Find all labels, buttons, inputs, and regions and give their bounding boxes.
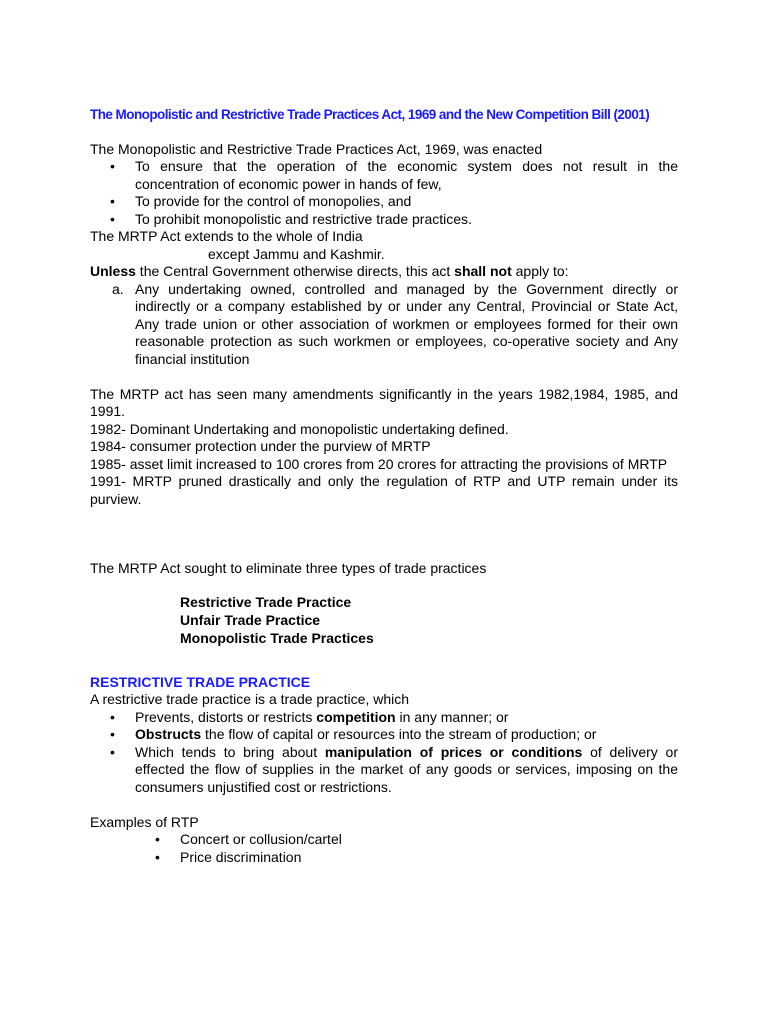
unless-text: the Central Government otherwise directs, this act [135, 263, 455, 279]
list-item: • Concert or collusion/cartel [180, 831, 678, 849]
type-item: Restrictive Trade Practice [180, 593, 352, 610]
rtp-text: of delivery or effected the flow of supplies in the market of any goods or services, imposing on the consumers unjustified cost or restrictions. [135, 743, 678, 795]
list-item [135, 709, 678, 727]
types-list [90, 593, 678, 647]
types-intro: The MRTP Act sought to eliminate three types of trade practices [90, 560, 487, 576]
exemption-text: Any undertaking owned, controlled and managed by the Government directly or indirectly or a company established by or under any Central, Provincial or State Act, Any trade union or other association of workmen or employees formed for their own reasonable protection as such workmen or employees, co-operative society and Any financial institution [135, 280, 678, 367]
rtp-text: Which tends to bring about [135, 743, 325, 760]
unless-paragraph [90, 263, 678, 281]
document-title: The Monopolistic and Restrictive Trade Practices Act, 1969 and the New Competition Bill (2001) [90, 107, 650, 122]
exemptions-list [90, 281, 678, 369]
rtp-text: Prevents, distorts or restricts [135, 708, 317, 725]
amendment-line: 1991- MRTP pruned drastically and only the regulation of RTP and UTP remain under its purview. [90, 473, 678, 507]
intro-paragraph: The Monopolistic and Restrictive Trade Practices Act, 1969, was enacted [90, 140, 543, 157]
shall-not-bold: shall not [454, 263, 512, 279]
unless-text-end: apply to: [511, 263, 569, 279]
objectives-list [90, 158, 678, 228]
list-item: • To ensure that the operation of the economic system does not result in the concentration of economic power in hands of few, [135, 158, 678, 193]
type-item: Monopolistic Trade Practices [180, 629, 374, 646]
amendment-line: 1984- consumer protection under the purview of MRTP [90, 438, 431, 454]
rtp-text: in any manner; or [395, 708, 509, 725]
unless-bold: Unless [90, 263, 136, 279]
list-item [112, 280, 678, 369]
type-item: Unfair Trade Practice [180, 611, 321, 628]
list-item: • To prohibit monopolistic and restrictive trade practices. [135, 211, 678, 229]
examples-heading: Examples of RTP [90, 813, 199, 830]
rtp-text: the flow of capital or resources into the stream of production; or [201, 726, 597, 742]
rtp-bold: manipulation of prices or conditions [324, 743, 583, 760]
list-item [135, 726, 678, 744]
rtp-bold: Obstructs [135, 726, 202, 742]
list-marker: a. [112, 280, 124, 297]
amendments-intro: The MRTP act has seen many amendments significantly in the years 1982,1984, 1985, and 1991. [90, 385, 678, 419]
rtp-definition: A restrictive trade practice is a trade practice, which [90, 691, 410, 707]
rtp-list [90, 709, 678, 797]
list-item [135, 744, 678, 797]
list-item: • To provide for the control of monopolies, and [135, 193, 678, 211]
list-item: • Price discrimination [180, 849, 678, 867]
examples-list [90, 831, 678, 866]
except-paragraph: except Jammu and Kashmir. [208, 245, 385, 262]
amendment-line: 1982- Dominant Undertaking and monopolistic undertaking defined. [90, 420, 509, 437]
extends-paragraph: The MRTP Act extends to the whole of India [90, 228, 363, 244]
section-heading: RESTRICTIVE TRADE PRACTICE [90, 673, 311, 690]
rtp-bold: competition [316, 708, 396, 725]
amendment-line: 1985- asset limit increased to 100 crores from 20 crores for attracting the provisions of MRTP [90, 455, 668, 472]
